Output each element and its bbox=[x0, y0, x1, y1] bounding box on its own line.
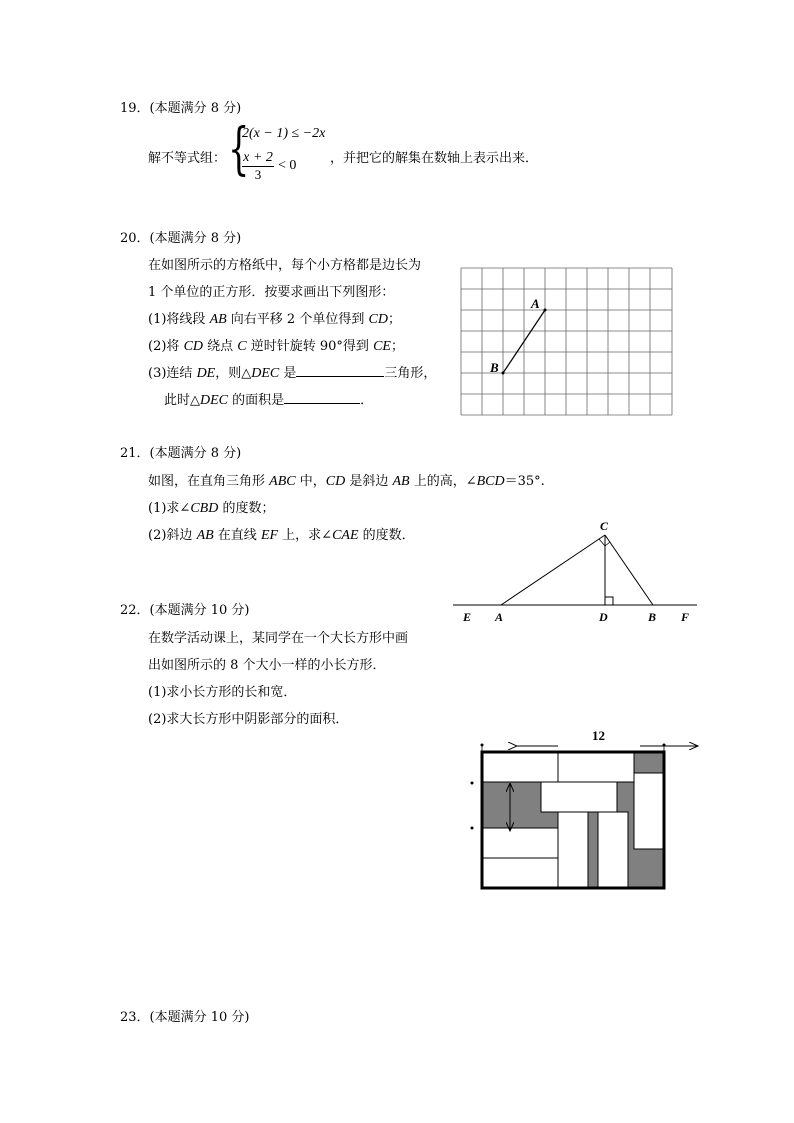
q21-item-2-g: 的度数． bbox=[358, 528, 415, 543]
q20-item-2-g: ； bbox=[390, 339, 404, 354]
q20-item-3-c: ，则△ bbox=[215, 366, 252, 381]
q21-item-1 bbox=[148, 497, 274, 517]
q20-item-3-f: 三角形， bbox=[384, 366, 437, 381]
q20-item-3 bbox=[148, 362, 436, 382]
label-b: B bbox=[490, 360, 499, 375]
q20-item-4-b: DEC bbox=[200, 393, 228, 408]
q21-item-1-c: 的度数； bbox=[218, 501, 275, 516]
label-a: A bbox=[495, 610, 504, 624]
q20-item-2-e: 逆时针旋转 90°得到 bbox=[246, 339, 374, 354]
q21-item-2-b: AB bbox=[196, 528, 214, 543]
q21-triangle-figure bbox=[445, 515, 705, 627]
q20-item-4-a: 此时△ bbox=[164, 393, 200, 408]
q20-header: 20．(本题满分 8 分) bbox=[120, 231, 242, 246]
q22-item-1: (1)求小长方形的长和宽． bbox=[148, 685, 297, 700]
q21-line-1 bbox=[148, 470, 545, 490]
width-label: 12 bbox=[592, 728, 605, 743]
label-c: C bbox=[600, 519, 609, 533]
label-e: E bbox=[463, 610, 472, 624]
side-cb bbox=[605, 535, 653, 605]
q20-item-4 bbox=[164, 389, 373, 409]
q21-item-1-a: (1)求∠ bbox=[148, 501, 191, 516]
q20-item-3-a: (3)连结 bbox=[148, 366, 197, 381]
q20-item-4-d: ． bbox=[360, 393, 374, 408]
q21-item-2-f: CAE bbox=[332, 528, 359, 543]
q21-line-1-b: ABC bbox=[269, 474, 296, 489]
q19-fraction-denominator: 3 bbox=[254, 167, 262, 182]
q23-header: 23．(本题满分 10 分) bbox=[120, 1010, 250, 1025]
small-rect-4 bbox=[541, 782, 617, 812]
q19-brace: { bbox=[228, 117, 250, 182]
q21-item-2-d: EF bbox=[260, 528, 279, 543]
q20-item-3-e: 是 bbox=[279, 366, 297, 381]
q21-item-2-e: 上，求∠ bbox=[278, 528, 333, 543]
q20-item-1-c: 向右平移 2 个单位得到 bbox=[226, 312, 369, 327]
q20-item-1-a: (1)将线段 bbox=[148, 312, 210, 327]
label-f: F bbox=[681, 610, 690, 624]
q22-rectangle-figure bbox=[462, 722, 702, 894]
label-a: A bbox=[531, 296, 540, 311]
q19-inequality-1: 2(x − 1) ≤ −2x bbox=[242, 126, 326, 141]
small-rect-8 bbox=[598, 812, 628, 888]
label-b: B bbox=[648, 610, 657, 624]
q21-line-1-h: BCD bbox=[476, 474, 505, 489]
label-d: D bbox=[599, 610, 608, 624]
q21-line-1-c: 中， bbox=[295, 474, 326, 489]
q21-header: 21．(本题满分 8 分) bbox=[120, 446, 242, 461]
q22-line-2: 出如图所示的 8 个大小一样的小长方形． bbox=[148, 658, 386, 673]
q21-line-1-a: 如图，在直角三角形 bbox=[148, 474, 270, 489]
q20-item-1-d: CD bbox=[368, 312, 388, 327]
q21-item-2 bbox=[148, 524, 415, 544]
small-rect-3 bbox=[634, 773, 664, 849]
point-b bbox=[502, 372, 505, 375]
q20-blank-2 bbox=[284, 389, 360, 404]
q21-line-1-g: 上的高，∠ bbox=[409, 474, 477, 489]
q22-item-2: (2)求大长方形中阴影部分的面积． bbox=[148, 712, 349, 727]
point-a bbox=[544, 309, 547, 312]
q20-item-2-c: 绕点 bbox=[203, 339, 238, 354]
q20-line-2: 1 个单位的正方形．按要求画出下列图形： bbox=[148, 285, 395, 300]
q20-item-1-b: AB bbox=[209, 312, 227, 327]
q19-inequality-2-relation: < 0 bbox=[278, 158, 297, 173]
q19-prefix: 解不等式组： bbox=[148, 151, 227, 166]
q20-item-2-b: CD bbox=[183, 339, 204, 354]
side-ac bbox=[501, 535, 605, 605]
small-rect-5 bbox=[482, 828, 558, 858]
q20-grid-figure bbox=[455, 262, 680, 424]
grid-lines bbox=[461, 268, 672, 415]
q20-line-1: 在如图所示的方格纸中，每个小方格都是边长为 bbox=[148, 258, 422, 273]
small-rect-7 bbox=[558, 812, 588, 888]
q21-item-2-a: (2)斜边 bbox=[148, 528, 197, 543]
q20-item-2 bbox=[148, 335, 404, 355]
q21-line-1-e: 是斜边 bbox=[345, 474, 393, 489]
q19-suffix: ，并把它的解集在数轴上表示出来． bbox=[330, 151, 539, 166]
q20-item-3-b: DE bbox=[196, 366, 216, 381]
q20-item-2-d: C bbox=[237, 339, 247, 354]
small-rect-1 bbox=[482, 752, 558, 782]
q19-header: 19．(本题满分 8 分) bbox=[120, 101, 242, 116]
q19-fraction-numerator: x + 2 bbox=[243, 150, 273, 165]
q21-line-1-i: ＝35°. bbox=[504, 474, 545, 489]
q21-item-2-c: 在直线 bbox=[213, 528, 261, 543]
q22-header: 22．(本题满分 10 分) bbox=[120, 603, 250, 618]
small-rect-6 bbox=[482, 858, 558, 888]
q21-item-1-b: CBD bbox=[190, 501, 219, 516]
q20-item-1-e: ； bbox=[387, 312, 401, 327]
q19-fraction bbox=[242, 150, 274, 183]
q22-line-1: 在数学活动课上，某同学在一个大长方形中画 bbox=[148, 631, 409, 646]
q20-item-4-c: 的面积是 bbox=[228, 393, 285, 408]
q20-blank-1 bbox=[296, 362, 384, 377]
q20-item-2-a: (2)将 bbox=[148, 339, 184, 354]
small-rect-2 bbox=[558, 752, 634, 782]
right-angle-d bbox=[605, 597, 613, 605]
q20-item-2-f: CE bbox=[373, 339, 391, 354]
q20-item-3-d: DEC bbox=[251, 366, 280, 381]
q21-line-1-f: AB bbox=[392, 474, 410, 489]
q20-item-1 bbox=[148, 308, 401, 328]
q21-line-1-d: CD bbox=[325, 474, 346, 489]
